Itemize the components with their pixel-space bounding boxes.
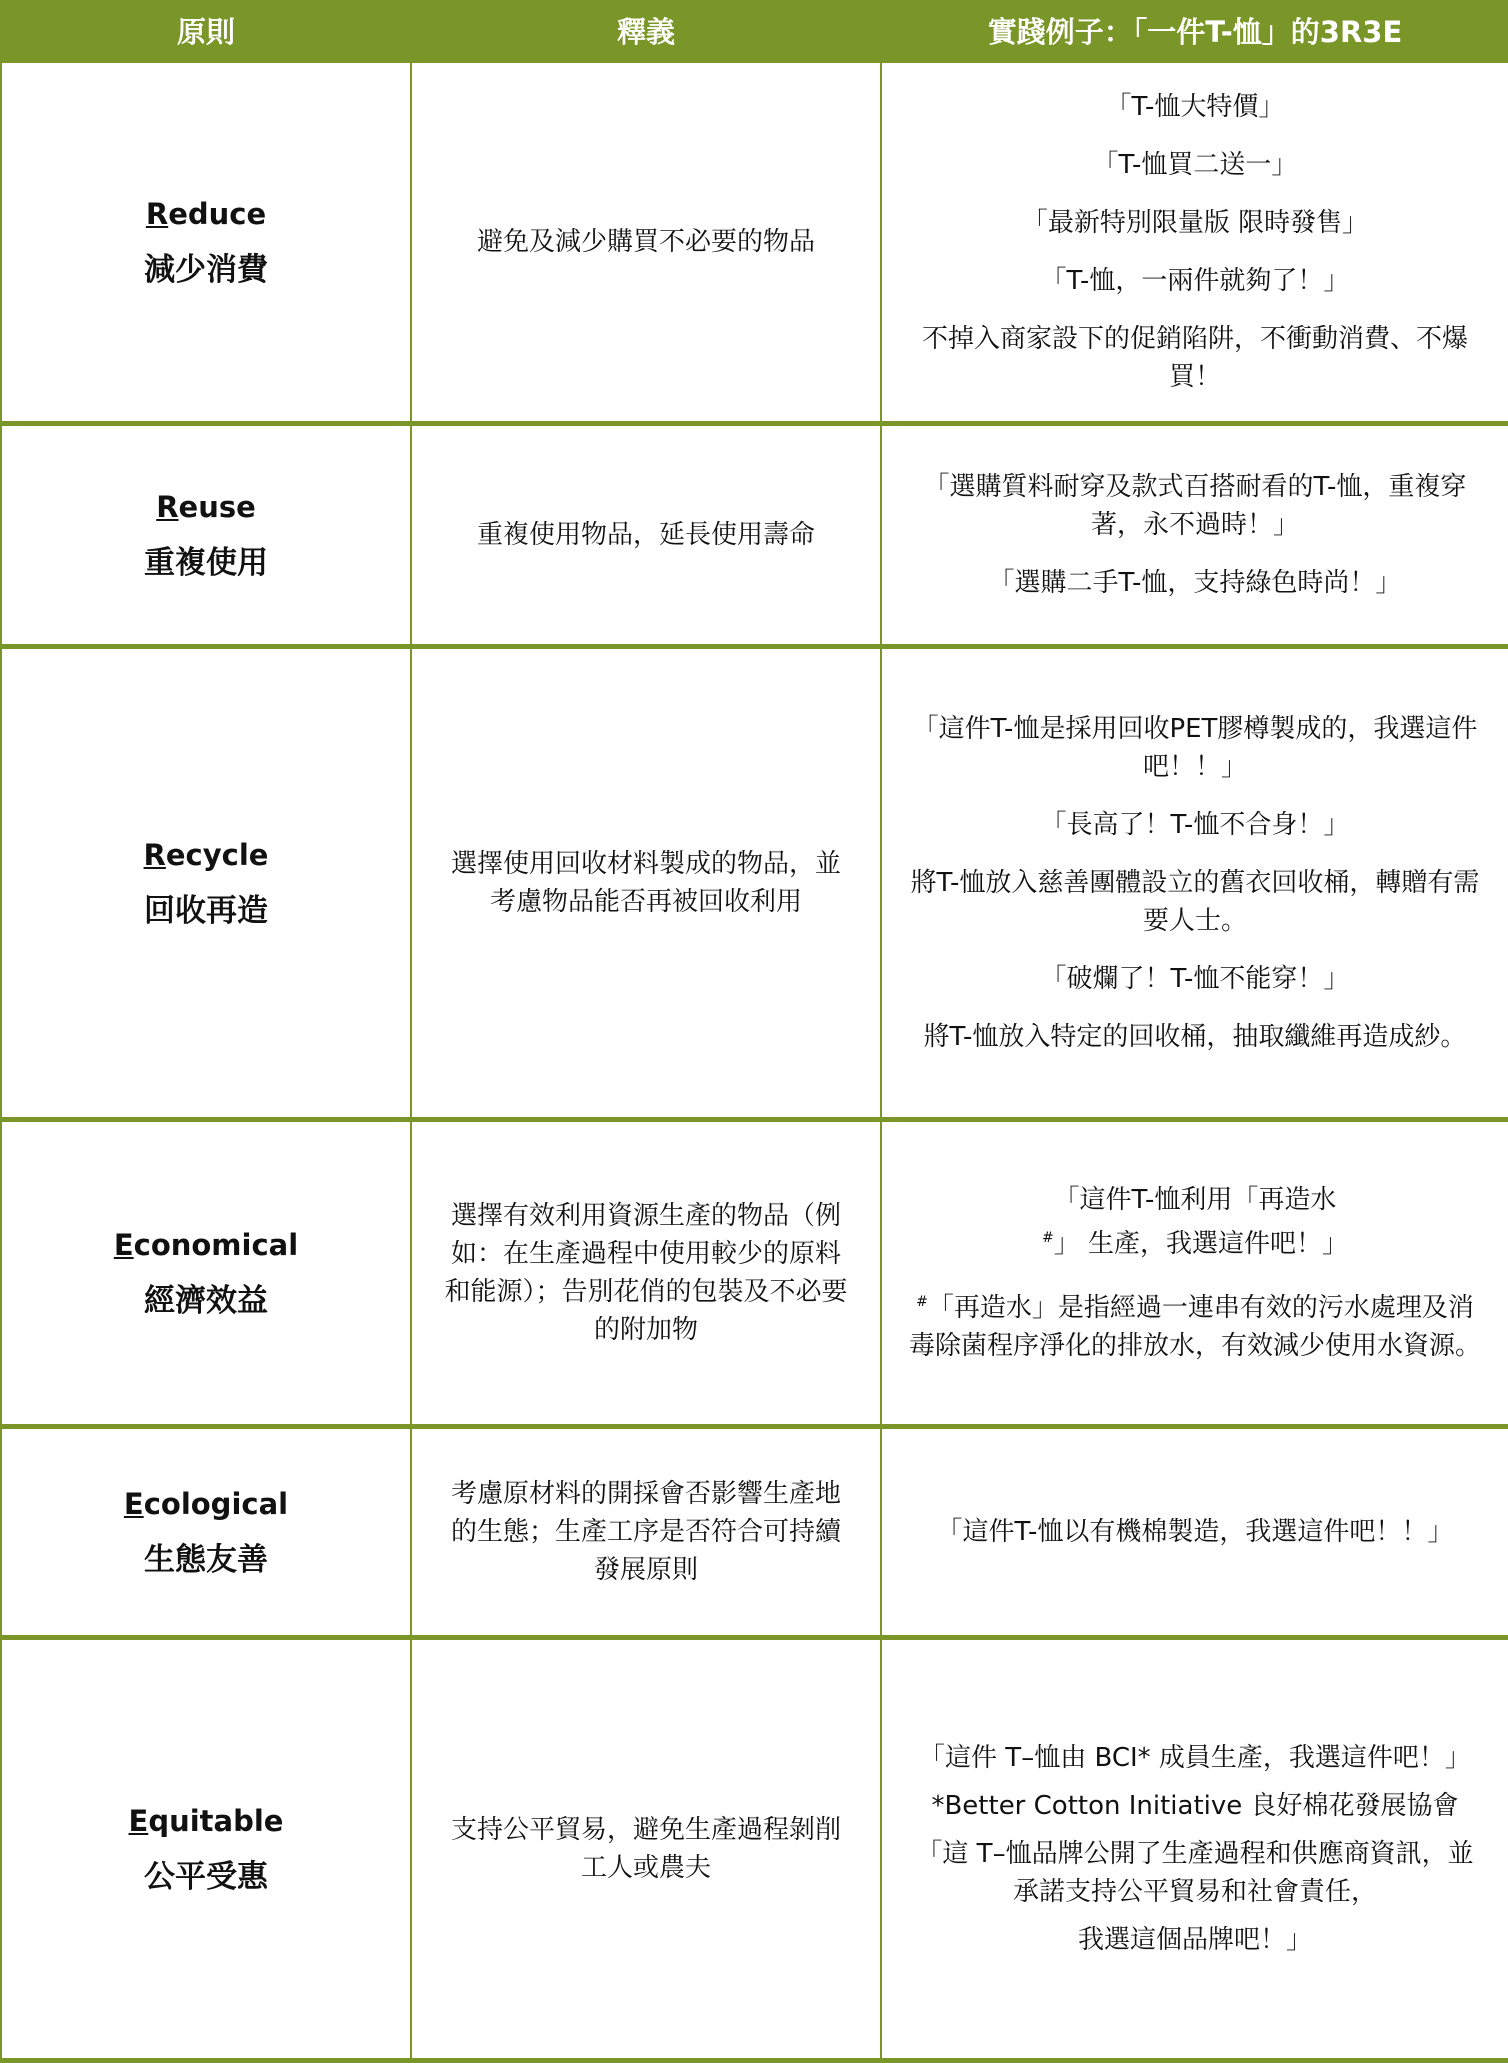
- row-reuse: [1, 423, 1508, 646]
- example-line: [906, 1283, 1484, 1365]
- principle-rest: ecycle: [165, 837, 269, 872]
- principle-initial: E: [123, 1486, 144, 1521]
- footnote-mark: #: [916, 1293, 928, 1310]
- example-line: 「最新特別限量版 限時發售」: [1021, 207, 1369, 238]
- meaning-cell: 考慮原材料的開採會否影響生產地的生態；生產工序是否符合可持續發展原則: [411, 1426, 881, 1637]
- example-line: 「破爛了！T-恤不能穿！」: [1040, 963, 1350, 994]
- example-line: 「T-恤，一兩件就夠了！」: [1040, 265, 1350, 296]
- example-line: 「T-恤大特價」: [1105, 91, 1285, 122]
- example-line: 將T-恤放入特定的回收桶，抽取纖維再造成紗。: [923, 1021, 1467, 1052]
- principle-en: [18, 1801, 394, 1841]
- principle-rest: euse: [178, 489, 256, 524]
- principle-zh: 生態友善: [144, 1541, 268, 1578]
- example-line: 「選購質料耐穿及款式百搭耐看的T-恤，重複穿著，永不過時！」: [923, 471, 1467, 540]
- row-recycle: [1, 646, 1508, 1119]
- header-examples: 實踐例子：「一件T-恤」的3R3E: [881, 0, 1508, 62]
- principle-en: [18, 487, 394, 527]
- principle-cell: [1, 646, 411, 1119]
- example-cell: [881, 423, 1508, 646]
- example-cell: [881, 646, 1508, 1119]
- principle-rest: cological: [143, 1486, 289, 1521]
- example-cell: [881, 1119, 1508, 1426]
- meaning-cell: 避免及減少購買不必要的物品: [411, 62, 881, 423]
- row-reduce: [1, 62, 1508, 423]
- example-line: *Better Cotton Initiative 良好棉花發展協會: [931, 1790, 1459, 1821]
- example-line: [906, 1181, 1484, 1263]
- principle-initial: R: [145, 196, 169, 231]
- principle-cell: [1, 1637, 411, 2060]
- principle-zh: 回收再造: [144, 892, 268, 929]
- example-line: 「這 T–恤品牌公開了生產過程和供應商資訊，並承諾支持公平貿易和社會責任，: [916, 1838, 1474, 1907]
- example-text: 」 生產，我選這件吧！」: [1053, 1228, 1348, 1259]
- row-economical: [1, 1119, 1508, 1426]
- principle-en: [18, 835, 394, 875]
- header-row: [1, 0, 1508, 62]
- row-ecological: [1, 1426, 1508, 1637]
- principle-initial: E: [113, 1227, 134, 1262]
- example-line: 「這件 T–恤由 BCI* 成員生產，我選這件吧！」: [919, 1742, 1471, 1773]
- principle-initial: R: [143, 837, 166, 872]
- meaning-cell: 選擇使用回收材料製成的物品，並考慮物品能否再被回收利用: [411, 646, 881, 1119]
- example-line: 不掉入商家設下的促銷陷阱，不衝動消費、不爆買！: [921, 323, 1468, 392]
- row-equitable: [1, 1637, 1508, 2060]
- principle-cell: [1, 423, 411, 646]
- principle-initial: R: [156, 489, 179, 524]
- example-line: 我選這個品牌吧！」: [1077, 1924, 1312, 1955]
- principle-en: [18, 1225, 394, 1265]
- principle-initial: E: [128, 1803, 149, 1838]
- principle-zh: 減少消費: [144, 251, 268, 288]
- header-meaning: 釋義: [411, 0, 881, 62]
- meaning-cell: 選擇有效利用資源生產的物品（例如：在生產過程中使用較少的原料和能源）；告別花俏的包裝及不必要的附加物: [411, 1119, 881, 1426]
- header-principle: 原則: [1, 0, 411, 62]
- principle-cell: [1, 1119, 411, 1426]
- footnote-text: 「再造水」是指經過一連串有效的污水處理及消毒除菌程序淨化的排放水，有效減少使用水資源。: [908, 1292, 1481, 1361]
- example-line: 將T-恤放入慈善團體設立的舊衣回收桶，轉贈有需要人士。: [910, 867, 1480, 936]
- principle-zh: 重複使用: [144, 544, 268, 581]
- principle-rest: conomical: [133, 1227, 299, 1262]
- example-line: 「長高了！T-恤不合身！」: [1040, 809, 1350, 840]
- example-line: 「這件T-恤以有機棉製造，我選這件吧！！」: [936, 1516, 1454, 1547]
- example-line: 「選購二手T-恤，支持綠色時尚！」: [988, 567, 1402, 598]
- example-line: 「T-恤買二送一」: [1092, 149, 1298, 180]
- example-cell: [881, 62, 1508, 423]
- example-cell: [881, 1637, 1508, 2060]
- principle-rest: educe: [168, 196, 267, 231]
- example-line: 「這件T-恤是採用回收PET膠樽製成的，我選這件吧！！」: [912, 713, 1478, 782]
- principle-zh: 公平受惠: [144, 1858, 268, 1895]
- principle-zh: 經濟效益: [144, 1282, 268, 1319]
- meaning-cell: 重複使用物品，延長使用壽命: [411, 423, 881, 646]
- principle-cell: [1, 62, 411, 423]
- principle-en: [18, 1484, 394, 1524]
- example-cell: [881, 1426, 1508, 1637]
- principle-rest: quitable: [148, 1803, 284, 1838]
- meaning-cell: 支持公平貿易，避免生產過程剝削工人或農夫: [411, 1637, 881, 2060]
- principle-cell: [1, 1426, 411, 1637]
- principle-en: [18, 194, 394, 234]
- example-text: 「這件T-恤利用「再造水: [1053, 1184, 1337, 1215]
- footnote-mark: #: [1042, 1229, 1054, 1246]
